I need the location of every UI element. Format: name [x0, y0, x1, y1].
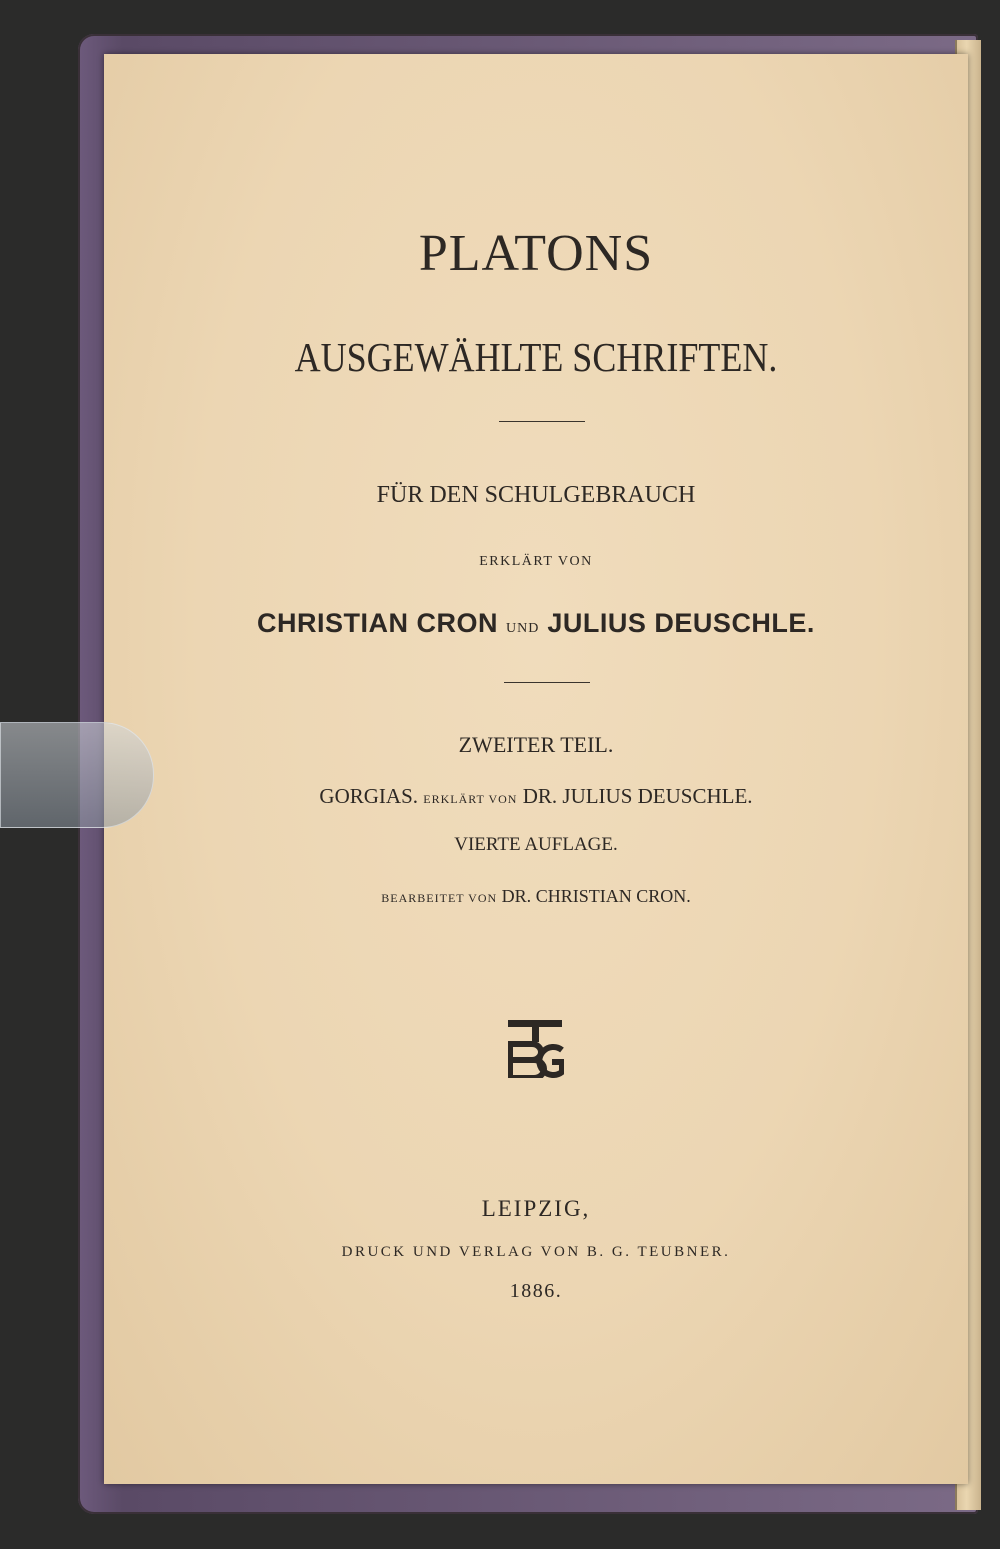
- publisher-city: LEIPZIG,: [481, 1196, 591, 1221]
- part-line: ZWEITER TEIL.: [458, 732, 614, 757]
- usage-line: FÜR DEN SCHULGEBRAUCH: [376, 482, 696, 508]
- book-title: PLATONS: [418, 225, 654, 282]
- page-holder-clip: [0, 722, 154, 828]
- divider-rule: [504, 682, 590, 683]
- reviser-name: CHRISTIAN CRON.: [535, 886, 691, 906]
- monogram-svg: [508, 1020, 564, 1078]
- publisher-monogram-icon: [104, 1020, 968, 1083]
- publisher-line: DRUCK UND VERLAG VON B. G. TEUBNER.: [341, 1244, 731, 1260]
- explained-by-small: ERKLÄRT VON: [423, 792, 518, 806]
- work-title: GORGIAS.: [319, 784, 419, 808]
- doctor-abbrev: DR.: [501, 886, 532, 906]
- explained-by-line: ERKLÄRT VON: [479, 554, 593, 569]
- work-line: [104, 784, 968, 809]
- publication-year: 1886.: [509, 1280, 563, 1302]
- editor-name: JULIUS DEUSCHLE.: [562, 784, 753, 808]
- author-deuschle: JULIUS DEUSCHLE.: [547, 608, 815, 638]
- title-page: [104, 54, 968, 1484]
- revised-by-line: [104, 886, 968, 907]
- book-subtitle: AUSGEWÄHLTE SCHRIFTEN.: [294, 334, 778, 380]
- doctor-abbrev: DR.: [522, 784, 558, 808]
- author-cron: CHRISTIAN CRON: [257, 608, 499, 638]
- edition-line: VIERTE AUFLAGE.: [454, 834, 618, 855]
- and-word: UND: [506, 621, 540, 636]
- authors-line: [104, 608, 968, 639]
- divider-rule: [499, 421, 585, 422]
- revised-by-label: BEARBEITET VON: [381, 891, 498, 905]
